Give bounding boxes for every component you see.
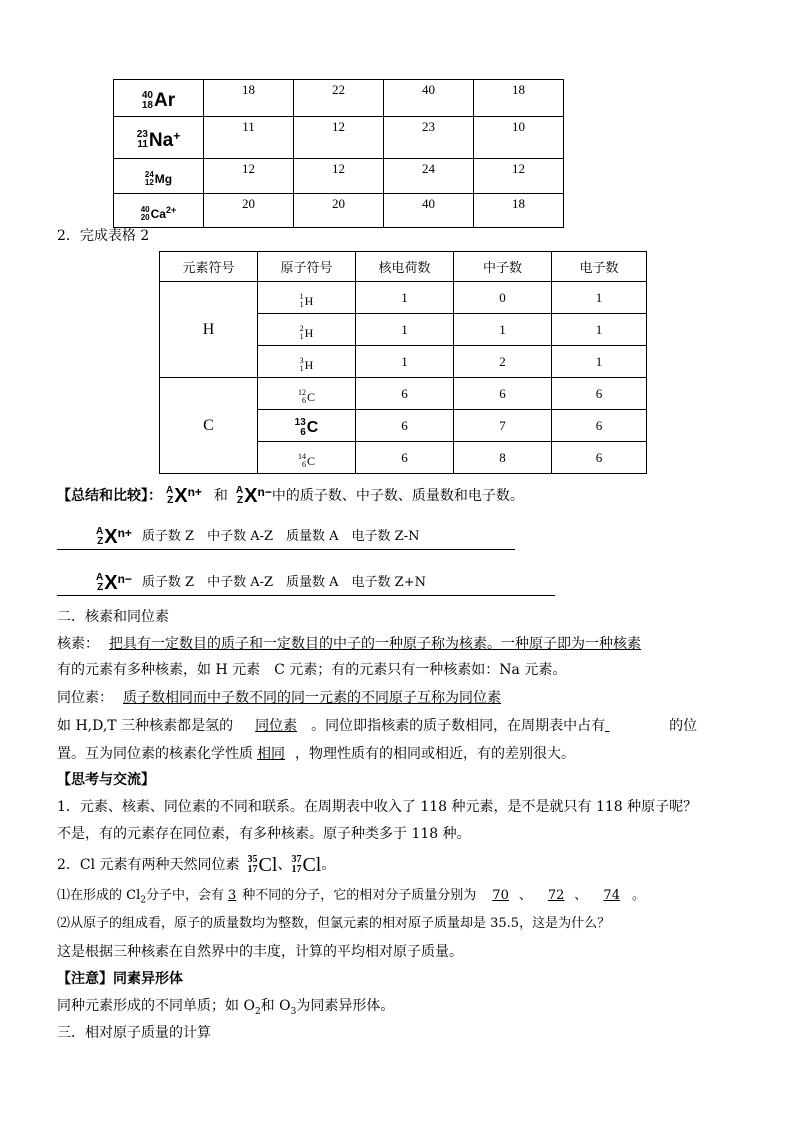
isotope-definition-blank: 质子数相同而中子数不同的同一元素的不同原子互称为同位素: [123, 690, 501, 706]
table-cell: 6: [356, 378, 454, 410]
table-row: [114, 159, 564, 194]
table-row: [160, 282, 647, 314]
table-cell: 18: [204, 80, 294, 117]
nuclide-cell: [114, 80, 204, 117]
table-cell: 6: [356, 410, 454, 442]
nuclide-cell: [114, 117, 204, 159]
summary-line: [57, 486, 524, 506]
table-cell: 12: [294, 159, 384, 194]
table-cell: 12: [474, 159, 564, 194]
property-blank: 相同: [257, 746, 285, 762]
table-cell: 1: [454, 314, 552, 346]
nuclide-definition-blank: 把具有一定数目的质子和一定数目的中子的一种原子称为核素。一种原子即为一种核素: [109, 636, 641, 652]
table-cell: 6: [356, 442, 454, 474]
summary-cation-row: [96, 527, 420, 547]
question-1: 1．元素、核素、同位素的不同和联系。在周期表中收入了 118 种元素，是不是就只有 118 种原子呢？: [57, 799, 698, 815]
chlorine-35-notation: 35 17 Cl: [247, 854, 278, 876]
table-cell: 24: [384, 159, 474, 194]
column-header: 原子符号: [258, 252, 356, 282]
summary-and: 和: [213, 488, 228, 504]
table-cell: 6: [552, 378, 647, 410]
table-cell: 18: [474, 194, 564, 228]
summary-underline-1: [57, 549, 515, 550]
atom-symbol-cell: [258, 410, 356, 442]
section-heading-table2: 2．完成表格 2: [57, 228, 150, 244]
chlorine-37-notation: 37 17 Cl: [291, 854, 322, 876]
nuclide-symbol: 40 18 Ar: [141, 89, 176, 111]
table-cell: 7: [454, 410, 552, 442]
isotope-definition: 同位素： 质子数相同而中子数不同的同一元素的不同原子互称为同位素: [57, 688, 543, 708]
table-row: [114, 80, 564, 117]
notation-anion-2: A Z X n−: [96, 572, 132, 594]
nuclide-definition: 核素： 把具有一定数目的质子和一定数目的中子的一种原子称为核素。一种原子即为一种核素: [57, 634, 659, 654]
summary-tail: 中的质子数、中子数、质量数和电子数。: [271, 488, 524, 504]
molecule-count-blank: 3: [228, 888, 237, 903]
table-cell: 1: [552, 314, 647, 346]
isotope-table-2: [159, 251, 647, 474]
column-header: 电子数: [552, 252, 647, 282]
table-cell: 20: [294, 194, 384, 228]
notation-anion: A Z X n−: [235, 485, 272, 507]
column-header: 中子数: [454, 252, 552, 282]
nuclide-symbol: 2 1 H: [299, 323, 314, 341]
hdt-blank: 同位素: [255, 718, 298, 734]
summary-anion-text: 质子数 Z 中子数 A-Z 质量数 A 电子数 Z+N: [141, 575, 426, 590]
think-title: 【思考与交流】: [57, 772, 155, 788]
nuclide-note: 有的元素有多种核素，如 H 元素 C 元素；有的元素只有一种核素如：Na 元素。: [57, 662, 567, 678]
nuclide-cell: [114, 194, 204, 228]
table-cell: 1: [552, 282, 647, 314]
atom-symbol-cell: [258, 314, 356, 346]
summary-label: 【总结和比较】：: [57, 488, 162, 504]
table-cell: 6: [552, 442, 647, 474]
notation-cation: A Z X n+: [166, 485, 202, 507]
element-cell: C: [160, 378, 258, 474]
table-cell: 6: [454, 378, 552, 410]
nuclide-symbol: 40 20 Ca 2+: [140, 204, 177, 222]
table-cell: 18: [474, 80, 564, 117]
table-cell: 10: [474, 117, 564, 159]
question-2a: ⑴在形成的 $Cl_2$分子中，会有 3 种不同的分子，它的相对分子质量分别为 70 、 72 、 74 。: [57, 888, 645, 906]
table-cell: 40: [384, 80, 474, 117]
table-row: [114, 194, 564, 228]
table-cell: 6: [552, 410, 647, 442]
mass-blank-3: 74: [603, 888, 620, 903]
table-cell: 12: [294, 117, 384, 159]
note-title: 【注意】同素异形体: [57, 971, 183, 987]
summary-anion-row: [96, 573, 426, 593]
column-header: 元素符号: [160, 252, 258, 282]
table-cell: 22: [294, 80, 384, 117]
table-cell: 1: [552, 346, 647, 378]
position-blank: [605, 716, 669, 736]
atom-symbol-cell: [258, 282, 356, 314]
column-header: 核电荷数: [356, 252, 454, 282]
summary-cation-text: 质子数 Z 中子数 A-Z 质量数 A 电子数 Z-N: [141, 529, 420, 544]
nuclide-symbol: 13 6 C: [294, 417, 319, 438]
table-cell: 0: [454, 282, 552, 314]
table-cell: 11: [204, 117, 294, 159]
section-title-2: 二．核素和同位素: [57, 609, 169, 625]
atom-symbol-cell: [258, 378, 356, 410]
mass-blank-1: 70: [492, 888, 509, 903]
table-row: [114, 117, 564, 159]
mass-blank-2: 72: [547, 888, 565, 903]
nuclide-symbol: 3 1 H: [299, 355, 314, 373]
nuclide-cell: [114, 159, 204, 194]
atom-symbol-cell: [258, 442, 356, 474]
element-cell: H: [160, 282, 258, 378]
nuclide-symbol: 23 11 Na +: [136, 129, 181, 151]
table-cell: 20: [204, 194, 294, 228]
table-cell: 8: [454, 442, 552, 474]
nuclide-symbol: 12 6 C: [297, 387, 315, 405]
question-2: 2．Cl 元素有两种天然同位素 35 17 Cl 、 37 17 Cl 。: [57, 854, 336, 876]
table-cell: 23: [384, 117, 474, 159]
nuclide-symbol: 1 1 H: [299, 291, 314, 309]
isotope-property-line: 置。互为同位素的核素化学性质 相同 ，物理性质有的相同或相近，有的差别很大。: [57, 746, 575, 762]
section-title-3: 三．相对原子质量的计算: [57, 1025, 211, 1041]
answer-2b: 这是根据三种核素在自然界中的丰度，计算的平均相对原子质量。: [57, 944, 463, 960]
allotrope-note: 同种元素形成的不同单质；如 $O_2$和 $O_3$为同素异形体。: [57, 998, 395, 1017]
question-2b: ⑵从原子的组成看，原子的质量数均为整数，但氯元素的相对原子质量却是 35.5，这是为什么？: [57, 916, 611, 931]
nuclide-symbol: 14 6 C: [297, 451, 315, 469]
table-cell: 2: [454, 346, 552, 378]
hdt-line: 如 H,D,T 三种核素都是氢的 同位素 。同位即指核素的质子数相同，在周期表中占有 的位: [57, 718, 698, 734]
table-row: [160, 378, 647, 410]
isotope-table-1: [113, 79, 564, 228]
summary-underline-2: [57, 595, 555, 596]
table-cell: 12: [204, 159, 294, 194]
notation-cation-2: A Z X n+: [96, 526, 132, 548]
table-cell: 1: [356, 282, 454, 314]
table-cell: 1: [356, 314, 454, 346]
table-cell: 1: [356, 346, 454, 378]
table-cell: 40: [384, 194, 474, 228]
answer-1: 不是，有的元素存在同位素，有多种核素。原子种类多于 118 种。: [57, 826, 471, 842]
atom-symbol-cell: [258, 346, 356, 378]
nuclide-symbol: 24 12 Mg: [144, 170, 173, 187]
